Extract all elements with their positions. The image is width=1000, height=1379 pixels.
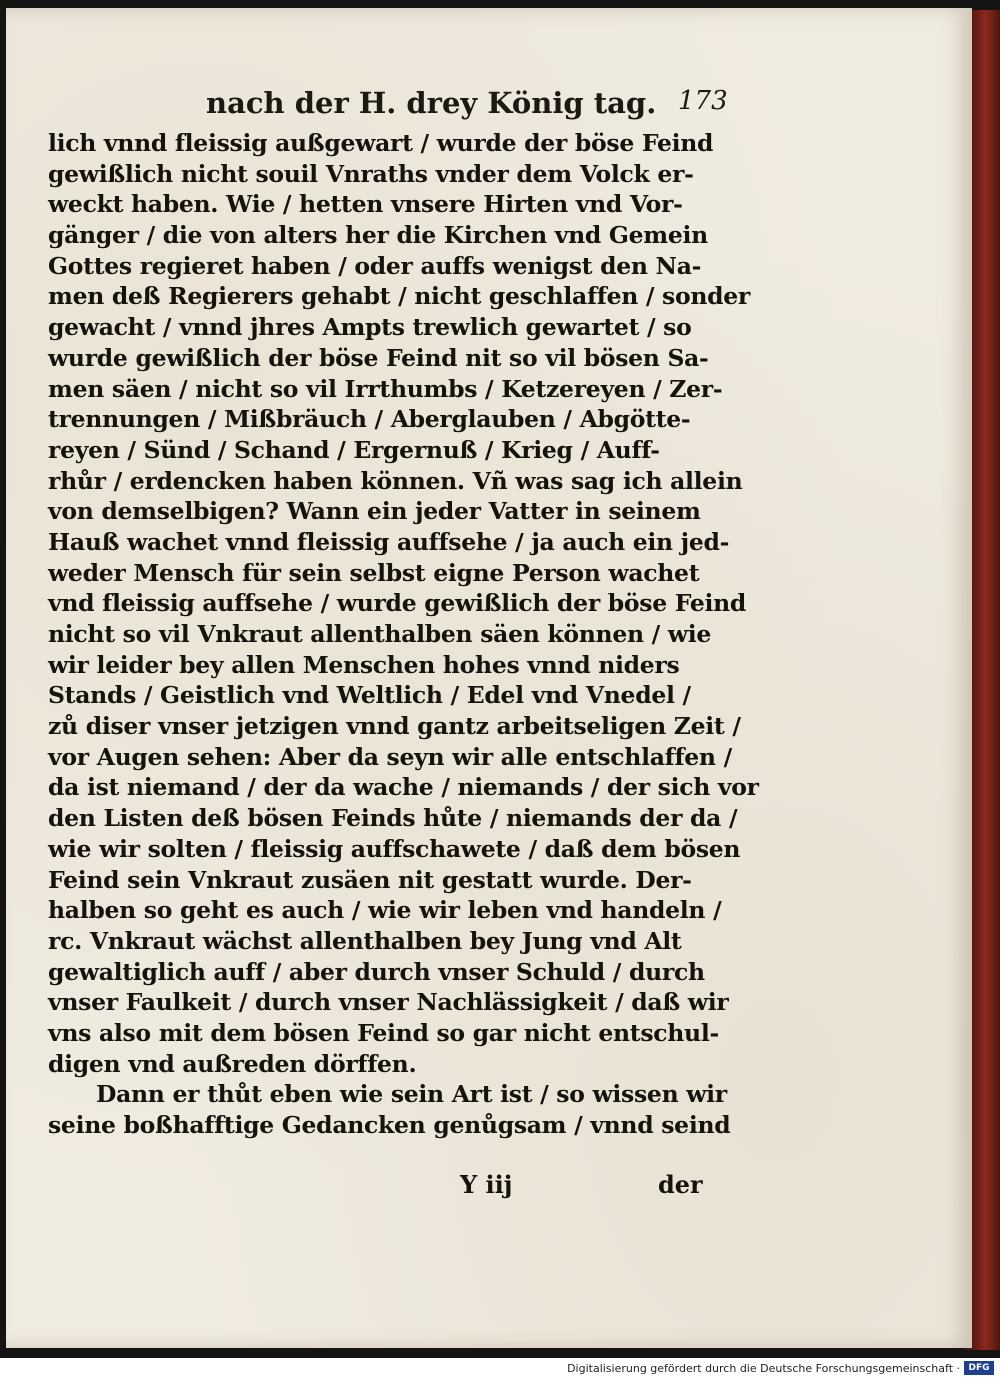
page-number: 173	[678, 86, 728, 116]
text-line: rhůr / erdencken haben können. Vñ was sag ich allein	[48, 466, 743, 495]
text-line: vor Augen sehen: Aber da seyn wir alle entschlaffen /	[48, 742, 732, 771]
body-text	[48, 128, 759, 1141]
text-line: trennungen / Mißbräuch / Aberglauben / Abgötte-	[48, 405, 691, 434]
text-line: Feind sein Vnkraut zusäen nit gestatt wurde. Der-	[48, 865, 692, 894]
text-line: von demselbigen? Wann ein jeder Vatter in seinem	[48, 497, 701, 526]
catchword: der	[658, 1170, 703, 1199]
running-head: nach der H. drey König tag.	[206, 86, 657, 120]
text-line: nicht so vil Vnkraut allenthalben säen können / wie	[48, 620, 712, 648]
funding-credit: Digitalisierung gefördert durch die Deutsche Forschungsgemeinschaft ·	[567, 1362, 960, 1375]
text-line: da ist niemand / der da wache / niemands / der sich vor	[48, 773, 759, 802]
text-line: halben so geht es auch / wie wir leben vnd handeln /	[48, 896, 722, 925]
text-line: seine boßhafftige Gedancken genůgsam / vnnd seind	[48, 1111, 731, 1139]
text-line: gänger / die von alters her die Kirchen vnd Gemein	[48, 221, 708, 250]
text-line: vnser Faulkeit / durch vnser Nachlässigkeit / daß wir	[48, 988, 729, 1017]
text-line: zů diser vnser jetzigen vnnd gantz arbeitseligen Zeit /	[48, 712, 741, 741]
text-line: digen vnd außreden dörffen.	[48, 1049, 417, 1078]
text-line: lich vnnd fleissig außgewart / wurde der böse Feind	[48, 129, 714, 157]
text-line: wurde gewißlich der böse Feind nit so vil bösen Sa-	[48, 343, 709, 372]
text-line: vns also mit dem bösen Feind so gar nicht entschul-	[48, 1018, 719, 1047]
text-line: vnd fleissig auffsehe / wurde gewißlich der böse Feind	[48, 589, 747, 618]
text-line: weckt haben. Wie / hetten vnsere Hirten vnd Vor-	[48, 190, 683, 219]
book-page	[6, 8, 972, 1348]
text-line: gewißlich nicht souil Vnraths vnder dem Volck er-	[48, 159, 694, 188]
signature-mark: Y iij	[460, 1170, 513, 1199]
text-line: Stands / Geistlich vnd Weltlich / Edel vnd Vnedel /	[48, 681, 691, 710]
dfg-logo: DFG	[964, 1361, 994, 1375]
text-line: gewacht / vnnd jhres Ampts trewlich gewartet / so	[48, 313, 692, 342]
footer-bar	[0, 1358, 1000, 1379]
text-line: Hauß wachet vnnd fleissig auffsehe / ja auch ein jed-	[48, 527, 730, 556]
text-line: Gottes regieret haben / oder auffs wenigst den Na-	[48, 251, 702, 280]
text-line: weder Mensch für sein selbst eigne Person wachet	[48, 558, 700, 587]
text-line: wir leider bey allen Menschen hohes vnnd niders	[48, 650, 680, 679]
text-line: gewaltiglich auff / aber durch vnser Schuld / durch	[48, 957, 705, 986]
text-line: den Listen deß bösen Feinds hůte / niemands der da /	[48, 804, 738, 833]
text-line: wie wir solten / fleissig auffschawete / daß dem bösen	[48, 834, 741, 863]
paragraph-start-line: Dann er thůt eben wie sein Art ist / so wissen wir	[96, 1080, 727, 1109]
text-line: reyen / Sünd / Schand / Ergernuß / Krieg / Auff-	[48, 435, 660, 464]
text-line: men säen / nicht so vil Irrthumbs / Ketzereyen / Zer-	[48, 374, 723, 403]
text-line: men deß Regierers gehabt / nicht geschlaffen / sonder	[48, 282, 751, 311]
text-line: rc. Vnkraut wächst allenthalben bey Jung vnd Alt	[48, 926, 682, 955]
